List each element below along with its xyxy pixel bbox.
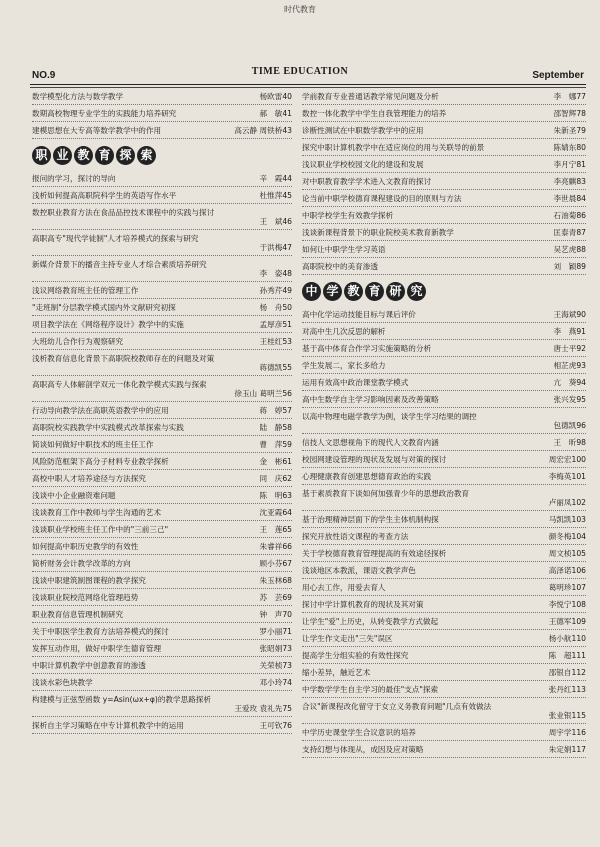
toc-entry-author: 罗小丽71 [259, 627, 292, 636]
toc-entry-author: 朱新圣79 [553, 126, 586, 135]
toc-entry-author: 卢丽凤102 [548, 498, 586, 507]
toc-entry[interactable] [302, 207, 586, 224]
issue-month: September [532, 70, 584, 81]
section-heading-char: 研 [386, 282, 405, 301]
toc-entry-title: 对中职教育教学学术进入文教育的探讨 [302, 177, 432, 186]
toc-entry-title: 论当前中职学校德育课程建设的目的原则与方法 [302, 194, 462, 203]
toc-entry-author: 孙秀芹49 [259, 286, 292, 295]
toc-entry-author: 邓小玲74 [259, 678, 292, 687]
section-heading-char: 究 [407, 282, 426, 301]
toc-entry[interactable] [32, 170, 292, 187]
toc-entry-author: 王 莲65 [259, 525, 292, 534]
toc-entry-title: 新媒介背景下的播音主持专业人才综合素质培养研究 [32, 260, 207, 269]
toc-entry[interactable] [32, 299, 292, 316]
toc-entry-title: 中学数学学生自主学习的最佳"支点"探索 [302, 685, 439, 694]
toc-entry-author: 蒋德凯55 [259, 363, 292, 372]
toc-entry[interactable] [32, 333, 292, 350]
toc-entry[interactable] [32, 572, 292, 589]
section-heading-char: 教 [74, 146, 93, 165]
section-heading-char: 教 [344, 282, 363, 301]
toc-entry-author: 朱睿祥66 [259, 542, 292, 551]
toc-entry-title: 浅谈中小企业融资难问题 [32, 491, 116, 500]
toc-entry[interactable] [32, 419, 292, 436]
toc-entry-title: 浅谈职业院校范网络化管理趋势 [32, 593, 139, 602]
toc-entry-author: 亢 葵94 [553, 378, 586, 387]
toc-entry-author: 王可钦76 [259, 721, 292, 730]
toc-entry-title: 高职院校中的美育渗透 [302, 262, 378, 271]
section-heading-char: 中 [302, 282, 321, 301]
toc-entry-title: 浅议网络教育班主任的管理工作 [32, 286, 139, 295]
toc-entry-title: 让学生作文走出"三失"误区 [302, 634, 393, 643]
toc-entry[interactable] [32, 230, 292, 256]
toc-entry-title: 中学历史课堂学生合议意识的培养 [302, 728, 416, 737]
toc-entry[interactable] [302, 647, 586, 664]
toc-entry[interactable] [302, 698, 586, 724]
section-heading [302, 282, 586, 301]
toc-entry-title: 探析自主学习策略在中专计算机教学中的运用 [32, 721, 184, 730]
toc-entry-title: "走班制"分层教学模式国内外文献研究初探 [32, 303, 176, 312]
toc-entry-title: 探讨中学计算机教育的现状及其对策 [302, 600, 424, 609]
toc-entry[interactable] [302, 241, 586, 258]
toc-entry-author: 包德凯96 [553, 421, 586, 430]
toc-entry-title: 关于学校德育教育管理提高的有效途径探析 [302, 549, 447, 558]
section-heading-char: 学 [323, 282, 342, 301]
toc-entry[interactable] [302, 323, 586, 340]
toc-entry-title: 数期高校物理专业学生的实践能力培养研究 [32, 109, 177, 118]
toc-entry-title: 行动导向教学法在高职英语教学中的应用 [32, 406, 169, 415]
toc-entry-author: 陈 明63 [259, 491, 292, 500]
toc-entry[interactable] [32, 436, 292, 453]
toc-entry[interactable] [302, 224, 586, 241]
toc-entry-author: 李世晨84 [553, 194, 586, 203]
toc-entry-author: 朱玉林68 [259, 576, 292, 585]
toc-entry-author: 邵智辉78 [553, 109, 586, 118]
header-rule [30, 84, 586, 85]
toc-entry-author: 颜冬梅104 [548, 532, 586, 541]
toc-entry-title: 简谈如何做好中职技术的班主任工作 [32, 440, 154, 449]
toc-entry-author: 朱定娟117 [548, 745, 586, 754]
toc-entry[interactable] [32, 282, 292, 299]
toc-entry-title: 建模思想在大专高等数学教学中的作用 [32, 126, 162, 135]
toc-entry-author: 苏 芸69 [259, 593, 292, 602]
toc-entry-title: 基于治理精神层面下的学生主体机制构探 [302, 515, 439, 524]
toc-entry-author: 张兴发95 [553, 395, 586, 404]
toc-entry-title: 基于素质教育下谈如何加强青少年的思想政治教育 [302, 489, 470, 498]
toc-entry-title: 学生发展二，家长多给力 [302, 361, 386, 370]
toc-entry[interactable] [32, 640, 292, 657]
toc-entry-author: 同 庆62 [259, 474, 292, 483]
toc-entry-title: 学前教育专业普通话教学常见问题及分析 [302, 92, 439, 101]
toc-entry-title: 如何提高中职历史教学的有效性 [32, 542, 139, 551]
toc-entry[interactable] [302, 562, 586, 579]
toc-entry-title: 中职学校学生有效教学探析 [302, 211, 394, 220]
toc-entry[interactable] [32, 376, 292, 402]
toc-entry-author: 王海斌90 [553, 310, 586, 319]
toc-entry[interactable] [32, 674, 292, 691]
toc-entry-author: 吴艺虎88 [553, 245, 586, 254]
toc-entry-title: 诊断性测试在中职数学教学中的应用 [302, 126, 424, 135]
toc-entry-author: 石油菊86 [553, 211, 586, 220]
toc-entry-title: 高中生数学自主学习影响因素及改善策略 [302, 395, 439, 404]
toc-entry-author: 杨小航110 [548, 634, 586, 643]
toc-entry[interactable] [32, 316, 292, 333]
toc-entry-author: 王桂红53 [259, 337, 292, 346]
section-heading-char: 育 [365, 282, 384, 301]
toc-entry[interactable] [302, 579, 586, 596]
toc-entry[interactable] [302, 485, 586, 511]
toc-entry[interactable] [302, 741, 586, 758]
toc-entry-author: 于洪梅47 [259, 243, 292, 252]
toc-entry[interactable] [32, 589, 292, 606]
toc-entry-author: 刘 颖89 [553, 262, 586, 271]
toc-entry-author: 王 昕98 [553, 438, 586, 447]
toc-entry-author: 周文桢105 [548, 549, 586, 558]
toc-entry-author: 王爱玫 袁礼先75 [234, 704, 292, 713]
toc-entry-title: 支持幻想与体现从，成因及应对策略 [302, 745, 424, 754]
section-heading [32, 146, 292, 165]
journal-logo: 时代教育 [284, 5, 316, 14]
toc-entry-author: 李悦宁108 [548, 600, 586, 609]
toc-entry-title: 数学模型化方法与数学教学 [32, 92, 124, 101]
toc-entry[interactable] [302, 258, 586, 275]
toc-entry-title: 提高学生分组实验的有效性探究 [302, 651, 409, 660]
toc-entry-author: 葛明珍107 [548, 583, 586, 592]
toc-entry[interactable] [302, 122, 586, 139]
toc-entry-title: 构建模与正弦型函数 y=Asin(ωx+φ)的教学思路探析 [32, 695, 211, 704]
toc-entry-title: 心理健康教育创建思想德育政治的实践 [302, 472, 432, 481]
toc-entry[interactable] [302, 468, 586, 485]
toc-entry-title: 高中化学运动技能目标与课后评价 [302, 310, 416, 319]
toc-entry-author: 杨 舟50 [259, 303, 292, 312]
toc-entry[interactable] [302, 434, 586, 451]
section-heading-char: 职 [32, 146, 51, 165]
toc-entry-author: 沈亚霞64 [259, 508, 292, 517]
toc-entry-author: 杜惟萍45 [259, 191, 292, 200]
issue-number: NO.9 [32, 70, 56, 81]
toc-entry-author: 李 姿48 [259, 269, 292, 278]
toc-entry-title: 浅谈职业学校班主任工作中的"三前三己" [32, 525, 169, 534]
toc-entry-title: 缩小差异，触近艺术 [302, 668, 371, 677]
toc-entry-author: 辛 霞44 [259, 174, 292, 183]
toc-entry-author: 孟厚彦51 [259, 320, 292, 329]
toc-entry[interactable] [302, 511, 586, 528]
toc-entry-title: 基于高中体育合作学习实施策略的分析 [302, 344, 432, 353]
toc-entry-author: 陈婧东80 [553, 143, 586, 152]
toc-entry-title: 浅谈地区本教派，课语文教学声色 [302, 566, 416, 575]
right-column [302, 88, 586, 758]
toc-entry-author: 周宇学116 [548, 728, 586, 737]
toc-entry-title: 如何让中职学生学习英语 [302, 245, 386, 254]
toc-entry[interactable] [32, 555, 292, 572]
section-heading-char: 索 [137, 146, 156, 165]
toc-entry-title: 校园网建设管理的现状及发展与对策的探讨 [302, 455, 447, 464]
toc-entry[interactable] [32, 538, 292, 555]
toc-entry[interactable] [32, 606, 292, 623]
toc-entry-title: 让学生"爱"上历史，从转变教学方式做起 [302, 617, 439, 626]
toc-entry[interactable] [32, 470, 292, 487]
toc-entry-author: 蒋 婷57 [259, 406, 292, 415]
toc-entry-author: 曹 萍59 [259, 440, 292, 449]
toc-entry-author: 杨欧雷40 [259, 92, 292, 101]
toc-entry[interactable] [302, 374, 586, 391]
toc-entry-author: 顾小芬67 [259, 559, 292, 568]
toc-entry-author: 李月宁81 [553, 160, 586, 169]
toc-entry[interactable] [32, 487, 292, 504]
toc-entry[interactable] [32, 204, 292, 230]
toc-entry-title: 高职高专"现代学徒制"人才培养模式的探索与研究 [32, 234, 199, 243]
toc-entry[interactable] [302, 88, 586, 105]
toc-entry-author: 李梅英101 [548, 472, 586, 481]
toc-entry[interactable] [302, 613, 586, 630]
toc-entry-author: 陆 静58 [259, 423, 292, 432]
toc-entry-title: 数控职业教育方法在食品品控技术课程中的实践与探讨 [32, 208, 215, 217]
toc-entry[interactable] [302, 724, 586, 741]
toc-entry[interactable] [32, 657, 292, 674]
toc-entry-author: 匡泰青87 [553, 228, 586, 237]
toc-entry-title: 浅谈中职建筑制图课程的教学探究 [32, 576, 146, 585]
toc-entry-author: 周宏宏100 [548, 455, 586, 464]
toc-entry-title: 对高中生几次反思的解析 [302, 327, 386, 336]
toc-entry-author: 李 娜77 [553, 92, 586, 101]
toc-entry[interactable] [302, 156, 586, 173]
toc-entry-author: 关荣桢73 [259, 661, 292, 670]
toc-entry-title: 浅谈教育工作中教师与学生沟通的艺术 [32, 508, 162, 517]
toc-entry-title: 用心去工作，用爱去育人 [302, 583, 386, 592]
toc-entry-author: 相芷虎93 [553, 361, 586, 370]
toc-entry-author: 高云静 周铁桥43 [234, 126, 292, 135]
toc-entry-title: 浅析如何提高高职院科学生的英语写作水平 [32, 191, 177, 200]
toc-entry-title: 数控一体化教学中学生自我管理能力的培养 [302, 109, 447, 118]
toc-entry-title: 中职计算机教学中创意教育的渗透 [32, 661, 146, 670]
toc-entry[interactable] [302, 190, 586, 207]
toc-entry-title: 高职高专人体解剖学双元一体化教学模式实践与探索 [32, 380, 207, 389]
toc-entry-author: 徐玉山 葛明兰56 [234, 389, 292, 398]
toc-entry[interactable] [302, 173, 586, 190]
toc-entry[interactable] [32, 623, 292, 640]
toc-entry[interactable] [302, 596, 586, 613]
toc-entry-title: 信技人文思想视角下的现代人文教育内涵 [302, 438, 439, 447]
toc-entry-author: 王德军109 [548, 617, 586, 626]
toc-entry-title: 报问的学习，探讨的导向 [32, 174, 116, 183]
toc-entry[interactable] [32, 717, 292, 734]
toc-entry[interactable] [32, 402, 292, 419]
toc-entry-title: 浅谈新课程背景下的职业院校美术教育新教学 [302, 228, 454, 237]
toc-entry-title: 大班幼儿合作行为观察研究 [32, 337, 124, 346]
toc-entry[interactable] [32, 187, 292, 204]
toc-entry[interactable] [32, 122, 292, 139]
toc-entry-author: 陈 超111 [548, 651, 586, 660]
toc-entry[interactable] [32, 350, 292, 376]
toc-entry-author: 唐士平92 [553, 344, 586, 353]
toc-entry[interactable] [32, 88, 292, 105]
toc-entry-author: 郝 敏41 [259, 109, 292, 118]
toc-entry[interactable] [302, 139, 586, 156]
toc-entry-title: 以高中物理电磁学教学为例，谈学生学习结果的调控 [302, 412, 477, 421]
toc-entry-author: 张业银115 [548, 711, 586, 720]
toc-entry[interactable] [32, 453, 292, 470]
toc-entry-title: 探究开放性语文课程的考查方法 [302, 532, 409, 541]
toc-entry[interactable] [302, 545, 586, 562]
section-heading-char: 业 [53, 146, 72, 165]
toc-entry[interactable] [302, 340, 586, 357]
toc-entry-title: 浅析教育信息化背景下高职院校教师存在的问题及对策 [32, 354, 215, 363]
toc-entry[interactable] [302, 306, 586, 323]
toc-entry-author: 钟 声70 [259, 610, 292, 619]
toc-entry[interactable] [32, 105, 292, 122]
toc-entry-title: 项目教学法在《网络程序设计》教学中的实施 [32, 320, 184, 329]
toc-entry-author: 李亮麒83 [553, 177, 586, 186]
toc-entry-author: 金 彬61 [259, 457, 292, 466]
toc-entry-title: 发挥互动作用，做好中职学生德育管理 [32, 644, 162, 653]
toc-entry[interactable] [302, 664, 586, 681]
section-heading-char: 育 [95, 146, 114, 165]
toc-entry[interactable] [302, 357, 586, 374]
toc-entry[interactable] [302, 391, 586, 408]
section-heading-char: 探 [116, 146, 135, 165]
toc-entry-title: 浅议职业学校校园文化的建设和发展 [302, 160, 424, 169]
toc-entry-title: 简析财务会计教学改革的方向 [32, 559, 131, 568]
toc-entry-title: 高校中职人才培养途径与方法探究 [32, 474, 146, 483]
toc-entry-author: 马凯凯103 [548, 515, 586, 524]
toc-entry[interactable] [32, 504, 292, 521]
toc-entry-title: 职业教育信息管理机制研究 [32, 610, 124, 619]
toc-entry-author: 王 斌46 [259, 217, 292, 226]
toc-entry-author: 李 燕91 [553, 327, 586, 336]
left-column [32, 88, 292, 734]
toc-entry[interactable] [302, 528, 586, 545]
toc-entry[interactable] [302, 681, 586, 698]
toc-entry-author: 邵银自112 [548, 668, 586, 677]
toc-entry-title: 风险防范框架下高分子材料专业教学探析 [32, 457, 169, 466]
toc-entry[interactable] [302, 451, 586, 468]
toc-entry[interactable] [302, 105, 586, 122]
toc-entry-title: 运用有效高中政治课堂教学模式 [302, 378, 409, 387]
toc-entry-title: 合议"新课程改化留守于女立义务教育问题"几点有效做法 [302, 702, 492, 711]
toc-entry[interactable] [302, 408, 586, 434]
toc-entry[interactable] [32, 521, 292, 538]
toc-entry-title: 高职院校实践教学中实践模式改革探索与实践 [32, 423, 184, 432]
toc-entry-title: 探究中职计算机教学中在适应岗位的用与关联导的前景 [302, 143, 485, 152]
toc-entry-title: 关于中职医学生教育方法培养模式的探讨 [32, 627, 169, 636]
toc-entry-author: 高泽诺106 [548, 566, 586, 575]
toc-entry[interactable] [302, 630, 586, 647]
journal-title: TIME EDUCATION [251, 66, 349, 77]
toc-entry[interactable] [32, 691, 292, 717]
toc-entry[interactable] [32, 256, 292, 282]
toc-entry-author: 张昭娟73 [259, 644, 292, 653]
toc-entry-title: 浅谈水彩色块教学 [32, 678, 93, 687]
toc-entry-author: 张丹红113 [548, 685, 586, 694]
